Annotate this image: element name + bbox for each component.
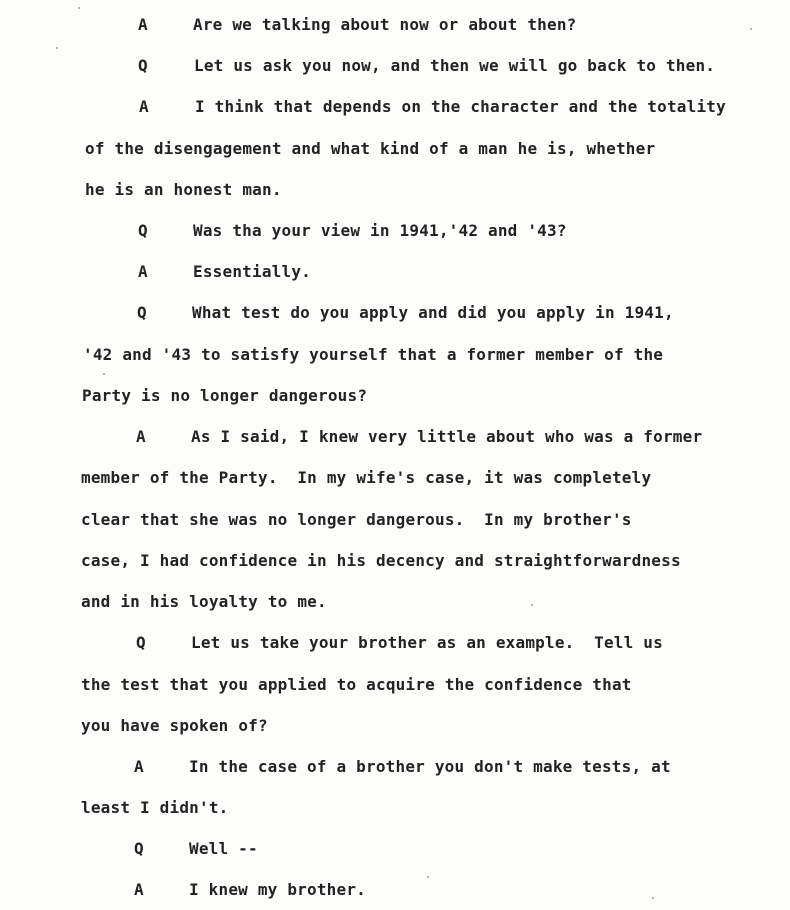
transcript-line: member of the Party. In my wife's case, it was completely — [81, 468, 652, 487]
scan-speck — [750, 28, 752, 30]
transcript-line: of the disengagement and what kind of a man he is, whether — [85, 139, 656, 158]
scan-speck — [103, 373, 105, 375]
speaker-label: Q — [138, 56, 148, 75]
transcript-line: you have spoken of? — [81, 716, 268, 735]
transcript-line: In the case of a brother you don't make tests, at — [189, 757, 671, 776]
transcript-line: the test that you applied to acquire the confidence that — [81, 675, 632, 694]
transcript-line: As I said, I knew very little about who was a former — [191, 427, 703, 446]
transcript-line: Are we talking about now or about then? — [193, 15, 577, 34]
transcript-line: clear that she was no longer dangerous. In my brother's — [81, 510, 632, 529]
transcript-line: Party is no longer dangerous? — [82, 386, 368, 405]
transcript-line: Let us take your brother as an example. Tell us — [191, 633, 663, 652]
transcript-line: and in his loyalty to me. — [81, 592, 327, 611]
speaker-label: Q — [136, 633, 146, 652]
speaker-label: A — [138, 262, 148, 281]
transcript-line: case, I had confidence in his decency and straightforwardness — [81, 551, 681, 570]
speaker-label: A — [138, 15, 148, 34]
transcript-line: I knew my brother. — [189, 880, 366, 899]
scan-speck — [56, 47, 58, 49]
transcript-line: Well -- — [189, 839, 258, 858]
transcript-line: Let us ask you now, and then we will go back to then. — [194, 56, 716, 75]
speaker-label: A — [134, 880, 144, 899]
scan-speck — [531, 604, 533, 606]
scan-speck — [427, 876, 429, 878]
speaker-label: A — [139, 97, 149, 116]
transcript-line: I think that depends on the character and the totality — [195, 97, 726, 116]
speaker-label: Q — [138, 221, 148, 240]
scan-speck — [652, 897, 654, 899]
scan-speck — [78, 7, 80, 9]
transcript-line: he is an honest man. — [85, 180, 282, 199]
speaker-label: Q — [137, 303, 147, 322]
transcript-line: '42 and '43 to satisfy yourself that a former member of the — [83, 345, 664, 364]
speaker-label: Q — [134, 839, 144, 858]
transcript-line: Was tha your view in 1941,'42 and '43? — [193, 221, 567, 240]
speaker-label: A — [136, 427, 146, 446]
speaker-label: A — [134, 757, 144, 776]
transcript-line: Essentially. — [193, 262, 311, 281]
transcript-line: least I didn't. — [81, 798, 229, 817]
transcript-line: What test do you apply and did you apply in 1941, — [192, 303, 674, 322]
